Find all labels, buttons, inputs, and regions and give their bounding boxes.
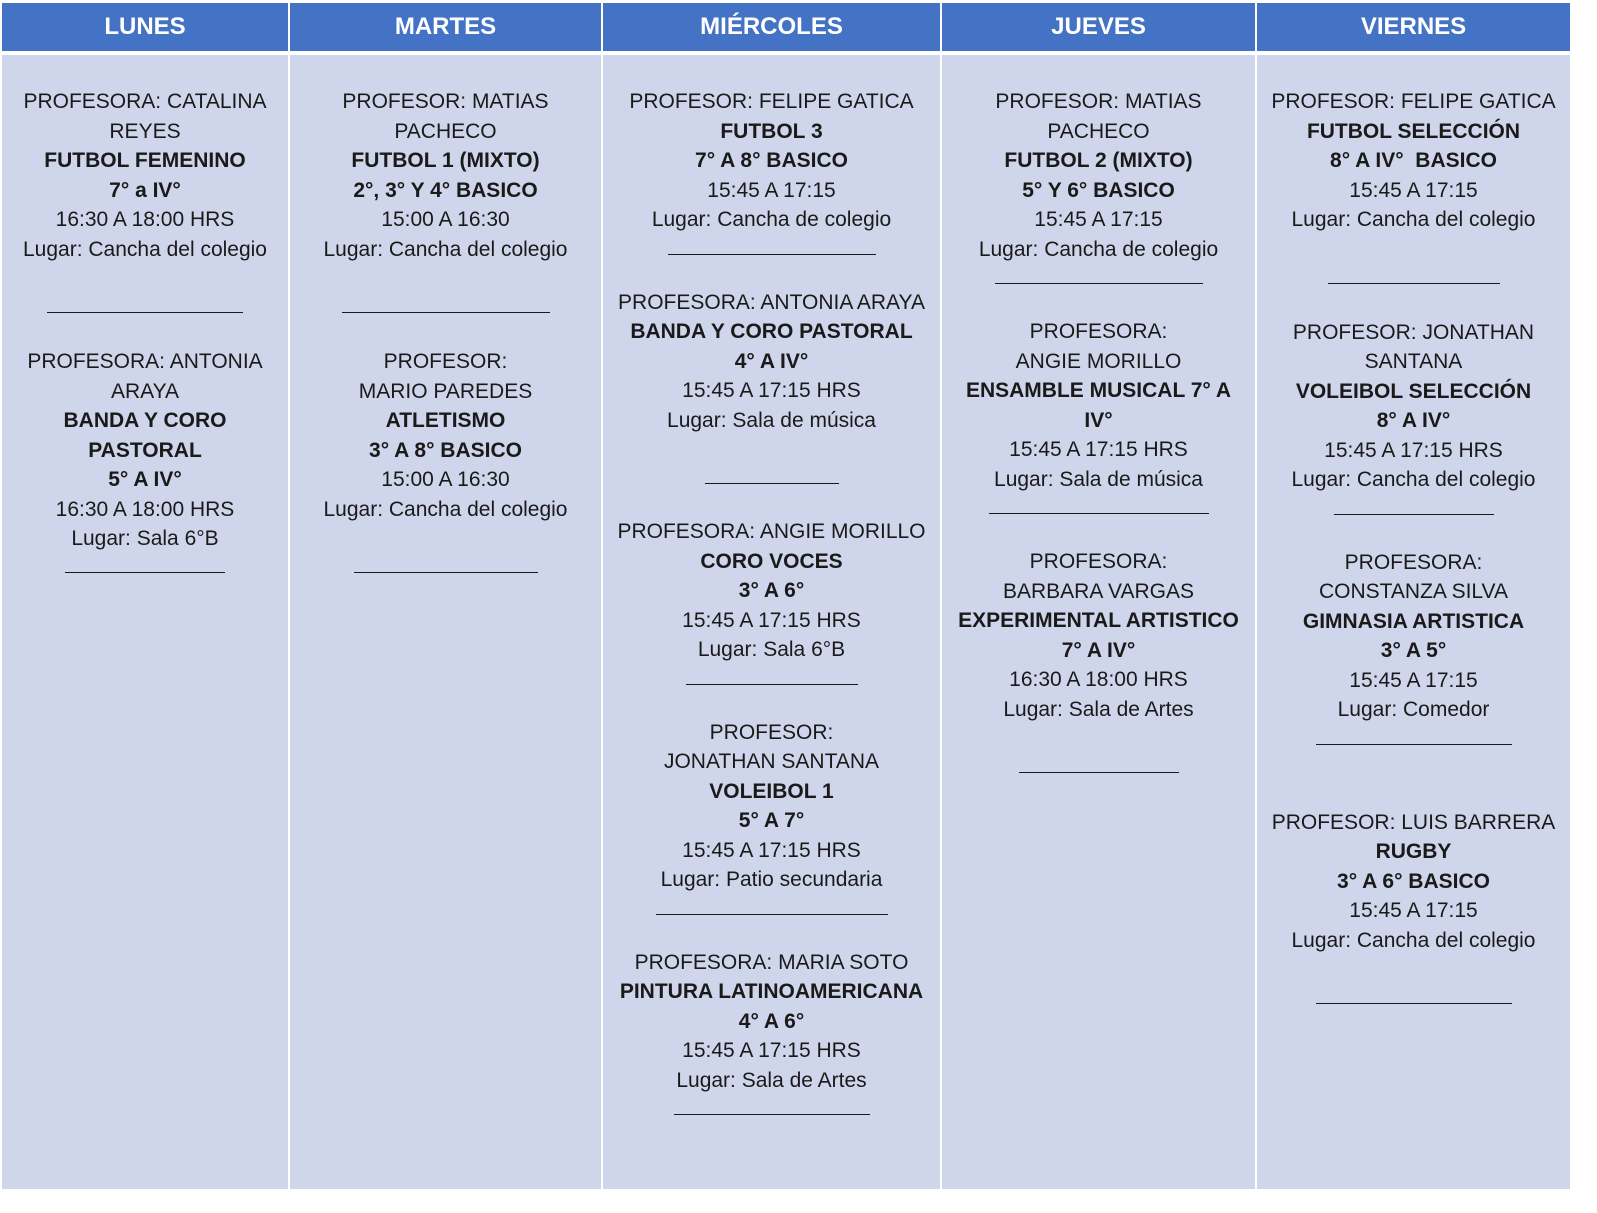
activity-level: 4° A 6° [738, 1009, 805, 1033]
activity-place: Lugar: Comedor [1337, 698, 1490, 721]
activity-name: CORO VOCES [700, 549, 843, 573]
activity-level: 7° A 8° BASICO [695, 149, 848, 172]
activity-time: 15:00 A 16:30 [381, 208, 510, 231]
activity-place: Lugar: Cancha del colegio [323, 237, 568, 261]
activity-name: ENSAMBLE MUSICAL 7° A IV° [965, 379, 1232, 432]
activity-entry [1257, 808, 1570, 956]
activity-time: 15:45 A 17:15 [1034, 208, 1163, 231]
header-viernes: VIERNES [1257, 3, 1570, 51]
activity-time: 16:30 A 18:00 HRS [1009, 668, 1188, 691]
separator-line [1019, 772, 1179, 773]
activity-name: BANDA Y CORO PASTORAL [63, 409, 227, 462]
teacher-name: PROFESOR: JONATHAN SANTANA [663, 720, 880, 773]
header-miercoles: MIÉRCOLES [603, 3, 940, 51]
activity-level: 8° A IV° BASICO [1330, 149, 1497, 172]
activity-entry [603, 87, 940, 235]
weekly-schedule-table [2, 3, 1566, 1189]
activity-name: FUTBOL SELECCIÓN [1306, 119, 1521, 143]
activity-entry [2, 347, 288, 554]
activity-place: Lugar: Sala de música [667, 408, 876, 432]
activity-name: ATLETISMO [385, 409, 506, 432]
teacher-name: PROFESORA: ANGIE MORILLO [617, 520, 926, 543]
teacher-name: PROFESORA: CATALINA REYES [23, 90, 267, 143]
column-martes [290, 55, 601, 1189]
activity-time: 15:45 A 17:15 [1349, 178, 1478, 202]
activity-entry [290, 347, 601, 524]
activity-level: 2°, 3° Y 4° BASICO [353, 178, 538, 202]
activity-place: Lugar: Sala de música [994, 467, 1203, 491]
activity-time: 15:45 A 17:15 [707, 178, 836, 202]
activity-name: VOLEIBOL 1 [709, 779, 834, 803]
separator-line [354, 572, 538, 573]
activity-name: FUTBOL FEMENINO [44, 149, 246, 172]
teacher-name: PROFESORA: MARIA SOTO [634, 950, 909, 974]
activity-time: 15:45 A 17:15 [1349, 668, 1478, 692]
header-lunes: LUNES [2, 3, 288, 51]
activity-entry [942, 317, 1255, 494]
separator-line [674, 1114, 870, 1115]
activity-time: 15:45 A 17:15 HRS [682, 838, 861, 862]
teacher-name: PROFESORA: ANTONIA ARAYA [618, 290, 925, 314]
activity-entry [2, 87, 288, 264]
teacher-name: PROFESOR: FELIPE GATICA [629, 90, 914, 113]
separator-line [65, 572, 225, 573]
column-lunes [2, 55, 288, 1189]
activity-time: 15:45 A 17:15 HRS [682, 1039, 861, 1062]
activity-level: 3° A 6° [738, 579, 805, 602]
activity-place: Lugar: Sala de Artes [1003, 697, 1194, 721]
activity-name: FUTBOL 3 [720, 119, 823, 143]
activity-time: 15:45 A 17:15 HRS [1009, 438, 1188, 461]
activity-time: 15:00 A 16:30 [381, 468, 510, 491]
activity-time: 15:45 A 17:15 HRS [1324, 438, 1503, 462]
activity-level: 8° A IV° [1376, 409, 1451, 432]
activity-place: Lugar: Patio secundaria [660, 868, 883, 891]
teacher-name: PROFESOR: FELIPE GATICA [1271, 90, 1556, 113]
activity-place: Lugar: Cancha del colegio [1291, 208, 1536, 231]
teacher-name: PROFESOR: MATIAS PACHECO [995, 90, 1202, 143]
activity-place: Lugar: Cancha del colegio [1291, 468, 1536, 491]
activity-name: RUGBY [1375, 840, 1452, 863]
separator-line [1316, 1003, 1512, 1004]
activity-level: 7° a IV° [109, 178, 181, 202]
column-jueves [942, 55, 1255, 1189]
activity-place: Lugar: Cancha de colegio [978, 237, 1219, 261]
activity-place: Lugar: Sala 6°B [697, 638, 846, 661]
activity-level: 7° A IV° [1061, 638, 1136, 662]
activity-entry [942, 547, 1255, 724]
teacher-name: PROFESOR: JONATHAN SANTANA [1292, 320, 1535, 373]
activity-level: 5° Y 6° BASICO [1022, 178, 1175, 202]
teacher-name: PROFESORA: CONSTANZA SILVA [1318, 550, 1509, 603]
activity-place: Lugar: Sala 6°B [71, 527, 219, 550]
teacher-name: PROFESORA: BARBARA VARGAS [1002, 550, 1194, 603]
activity-entry [603, 517, 940, 665]
activity-time: 16:30 A 18:00 HRS [55, 208, 235, 231]
activity-entry [603, 718, 940, 895]
activity-name: PINTURA LATINOAMERICANA [619, 980, 924, 1003]
activity-name: FUTBOL 2 (MIXTO) [1004, 149, 1193, 172]
header-jueves: JUEVES [942, 3, 1255, 51]
activity-entry [1257, 318, 1570, 495]
activity-level: 5° A 7° [738, 809, 805, 832]
activity-level: 5° A IV° [108, 468, 182, 491]
activity-place: Lugar: Cancha del colegio [1291, 928, 1536, 952]
activity-place: Lugar: Cancha del colegio [22, 237, 267, 261]
activity-entry [603, 948, 940, 1096]
teacher-name: PROFESORA: ANTONIA ARAYA [27, 350, 263, 403]
activity-place: Lugar: Cancha de colegio [651, 208, 892, 231]
activity-level: 4° A IV° [734, 349, 809, 373]
teacher-name: PROFESOR: LUIS BARRERA [1271, 810, 1556, 834]
teacher-name: PROFESOR: MARIO PAREDES [358, 350, 533, 403]
activity-entry [603, 288, 940, 436]
activity-time: 16:30 A 18:00 HRS [55, 497, 235, 521]
activity-time: 15:45 A 17:15 HRS [682, 608, 861, 632]
activity-time: 15:45 A 17:15 [1349, 899, 1478, 922]
activity-place: Lugar: Sala de Artes [676, 1068, 867, 1092]
activity-entry [290, 87, 601, 264]
column-viernes [1257, 55, 1570, 1189]
activity-level: 3° A 6° BASICO [1337, 869, 1490, 893]
activity-level: 3° A 8° BASICO [369, 438, 522, 462]
activity-place: Lugar: Cancha del colegio [323, 497, 568, 521]
activity-name: BANDA Y CORO PASTORAL [630, 320, 913, 343]
teacher-name: PROFESORA: ANGIE MORILLO [1015, 320, 1182, 373]
column-miercoles [603, 55, 940, 1189]
activity-level: 3° A 5° [1380, 639, 1447, 662]
activity-name: FUTBOL 1 (MIXTO) [351, 149, 540, 172]
activity-name: GIMNASIA ARTISTICA [1302, 609, 1525, 633]
activity-name: VOLEIBOL SELECCIÓN [1295, 379, 1532, 403]
header-martes: MARTES [290, 3, 601, 51]
activity-time: 15:45 A 17:15 HRS [682, 379, 861, 402]
teacher-name: PROFESOR: MATIAS PACHECO [342, 90, 549, 143]
activity-name: EXPERIMENTAL ARTISTICO [958, 609, 1239, 632]
activity-entry [1257, 87, 1570, 235]
activity-entry [1257, 548, 1570, 725]
activity-entry [942, 87, 1255, 264]
